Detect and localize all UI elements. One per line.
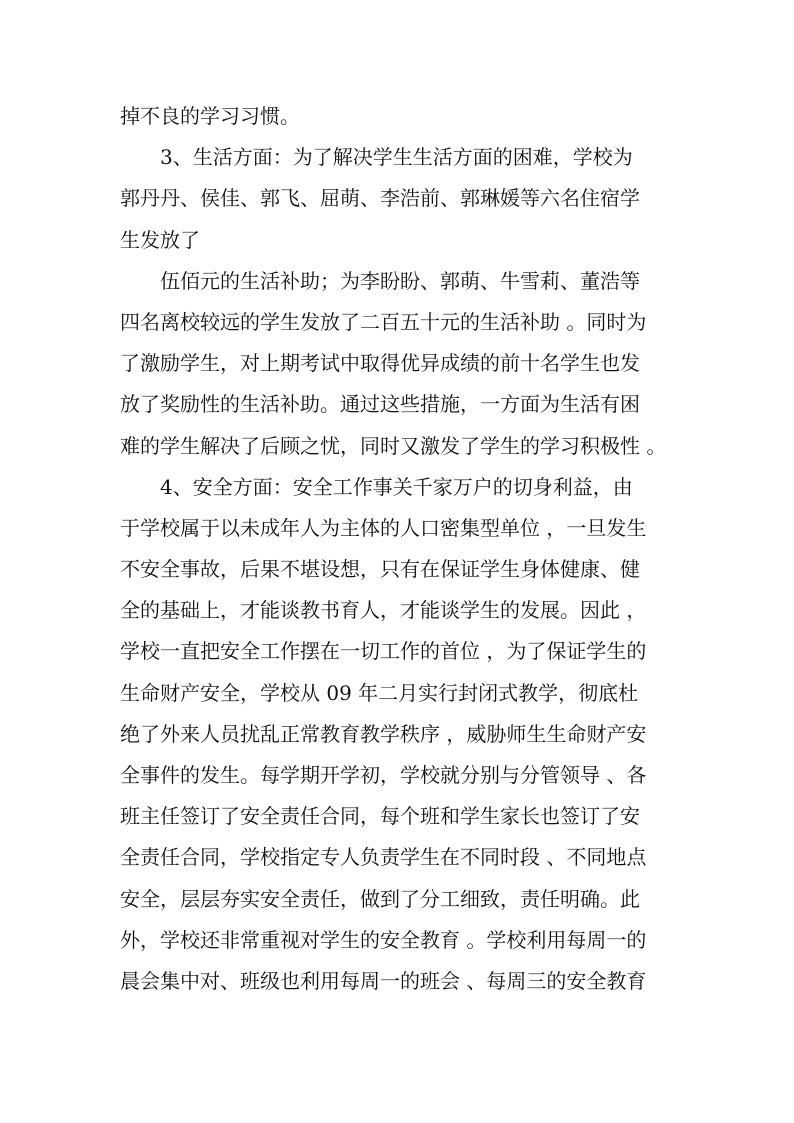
text-line: 伍佰元的生活补助；为李盼盼、郭萌、牛雪莉、董浩等 xyxy=(160,268,640,293)
text-line: 班主任签订了安全责任合同，每个班和学生家长也签订了安 xyxy=(120,804,640,829)
text-line: 生发放了 xyxy=(120,227,200,252)
text-line: 绝了外来人员扰乱正常教育教学秩序 ，威胁师生生命财产安 xyxy=(120,721,647,746)
text-line: 学校一直把安全工作摆在一切工作的首位 ，为了保证学生的 xyxy=(120,639,647,664)
body-text xyxy=(120,96,680,1002)
text-line: 难的学生解决了后顾之忧，同时又激发了学生的学习积极性 。 xyxy=(120,433,667,458)
text-line: 放了奖励性的生活补助。通过这些措施，一方面为生活有困 xyxy=(120,392,640,417)
text-line: 安全，层层夯实安全责任，做到了分工细致，责任明确。此 xyxy=(120,886,640,911)
text-line: 掉不良的学习习惯。 xyxy=(120,104,300,128)
text-line: 全事件的发生。每学期开学初，学校就分别与分管领导 、各 xyxy=(120,763,647,787)
text-line: 于学校属于以未成年人为主体的人口密集型单位 ，一旦发生 xyxy=(120,515,647,540)
text-line: 4、安全方面：安全工作事关千家万户的切身利益，由 xyxy=(160,474,633,499)
text-line: 不安全事故，后果不堪设想，只有在保证学生身体健康、健 xyxy=(120,557,640,582)
text-line: 四名离校较远的学生发放了二百五十元的生活补助 。同时为 xyxy=(120,309,647,334)
text-line: 3、生活方面：为了解决学生生活方面的困难，学校为 xyxy=(160,145,633,170)
text-line: 全的基础上，才能谈教书育人，才能谈学生的发展。因此 ， xyxy=(120,598,647,623)
text-line: 全责任合同，学校指定专人负责学生在不同时段 、不同地点 xyxy=(120,845,647,870)
text-line: 了激励学生，对上期考试中取得优异成绩的前十名学生也发 xyxy=(120,351,640,376)
text-line: 晨会集中对、班级也利用每周一的班会 、每周三的安全教育 xyxy=(120,968,647,993)
text-line: 外，学校还非常重视对学生的安全教育 。学校利用每周一的 xyxy=(120,927,647,952)
text-line: 郭丹丹、侯佳、郭飞、屈萌、李浩前、郭琳媛等六名住宿学 xyxy=(120,186,640,211)
text-line: 生命财产安全，学校从 09 年二月实行封闭式教学，彻底杜 xyxy=(120,680,639,705)
